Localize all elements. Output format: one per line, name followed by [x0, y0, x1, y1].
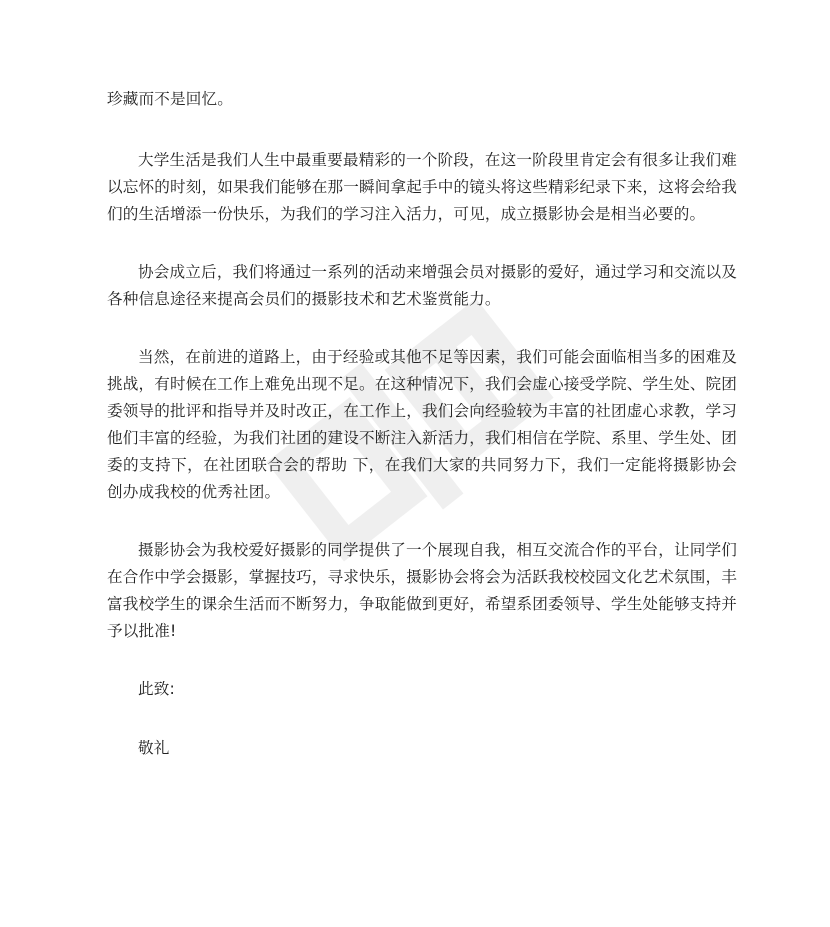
- closing-regards: 敬礼: [138, 739, 170, 757]
- paragraph-continuation: 珍藏而不是回忆。: [107, 90, 233, 108]
- paragraph-association-goals: 协会成立后，我们将通过一系列的活动来增强会员对摄影的爱好，通过学习和交流以及各种信息途径来提高会员们的摄影技术和艺术鉴赏能力。: [107, 263, 737, 308]
- paragraph-college-life: 大学生活是我们人生中最重要最精彩的一个阶段，在这一阶段里肯定会有很多让我们难以忘怀的时刻，如果我们能够在那一瞬间拿起手中的镜头将这些精彩纪录下来，这将会给我们的生活增添一份快乐，为我们的学习注入活力，可见，成立摄影协会是相当必要的。: [107, 151, 737, 223]
- document-body: [107, 86, 737, 794]
- closing-salutation: 此致:: [138, 680, 175, 698]
- paragraph-platform: 摄影协会为我校爱好摄影的同学提供了一个展现自我，相互交流合作的平台，让同学们在合作中学会摄影，掌握技巧，寻求快乐，摄影协会将会为活跃我校校园文化艺术氛围，丰富我校学生的课余生活而不断努力，争取能做到更好，希望系团委领导、学生处能够支持并予以批准!: [107, 541, 737, 640]
- paragraph-challenges: 当然，在前进的道路上，由于经验或其他不足等因素，我们可能会面临相当多的困难及挑战，有时候在工作上难免出现不足。在这种情况下，我们会虚心接受学院、学生处、院团委领导的批评和指导并及时改正，在工作上，我们会向经验较为丰富的社团虚心求教，学习他们丰富的经验，为我们社团的建设不断注入新活力，我们相信在学院、系里、学生处、团委的支持下，在社团联合会的帮助 下，在我们大家的共同努力下，我们一定能将摄影协会创办成我校的优秀社团。: [107, 348, 737, 501]
